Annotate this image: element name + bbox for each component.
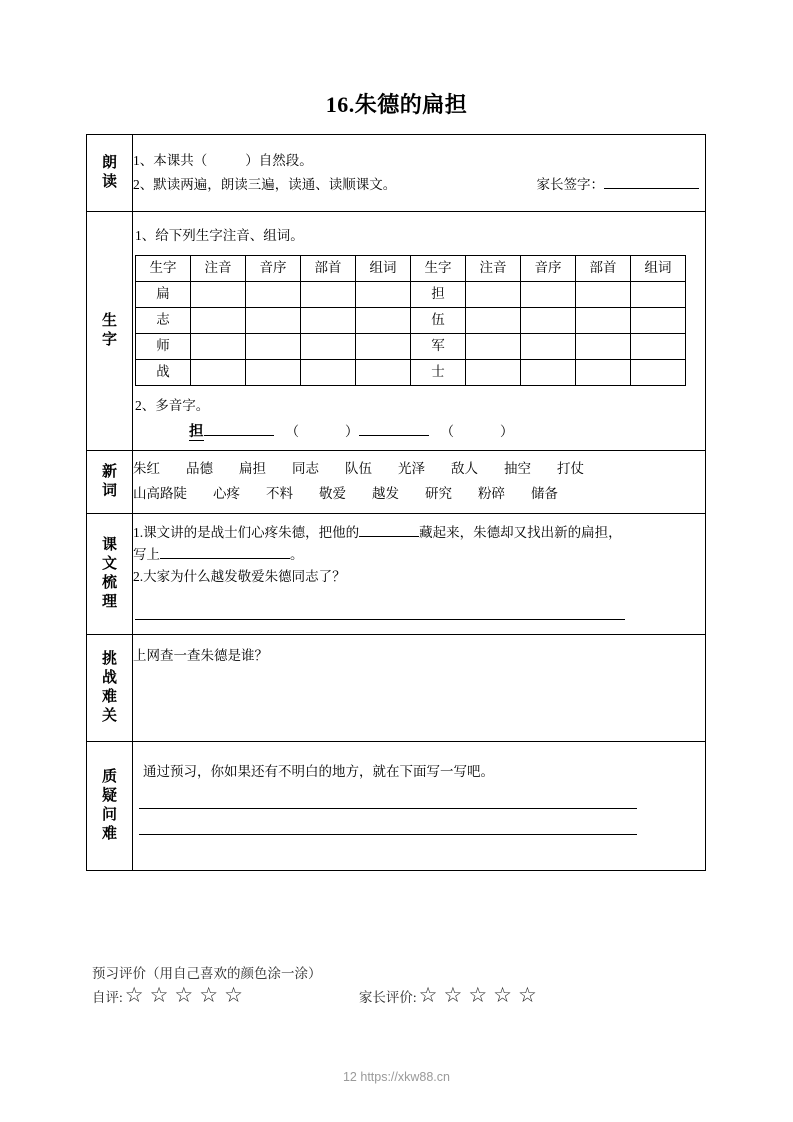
paren-close: ） xyxy=(500,423,514,439)
col-header: 音序 xyxy=(246,255,301,281)
table-row xyxy=(136,307,686,333)
parent-evaluation xyxy=(359,985,543,1006)
parent-signature-blank[interactable] xyxy=(604,175,699,189)
answer-cell[interactable] xyxy=(246,359,301,385)
row-body-newchar xyxy=(133,212,706,451)
answer-cell[interactable] xyxy=(521,281,576,307)
label-char: 读 xyxy=(101,174,117,190)
parent-signature-label: 家长签字： xyxy=(536,176,604,192)
answer-cell[interactable] xyxy=(466,359,521,385)
char-cell: 伍 xyxy=(411,307,466,333)
row-label-outline xyxy=(87,514,133,635)
row-label-challenge xyxy=(87,635,133,742)
new-word: 山高路陡 xyxy=(133,486,187,501)
col-header: 注音 xyxy=(466,255,521,281)
outline-answer-line[interactable] xyxy=(135,618,625,620)
evaluation-title: 预习评价（用自己喜欢的颜色涂一涂） xyxy=(92,966,322,981)
answer-cell[interactable] xyxy=(301,333,356,359)
row-label-reading xyxy=(87,135,133,212)
label-char: 难 xyxy=(101,826,117,843)
self-evaluation-label: 自评: xyxy=(92,989,123,1005)
answer-cell[interactable] xyxy=(466,307,521,333)
star-icon[interactable]: ☆ xyxy=(174,983,194,1007)
answer-cell[interactable] xyxy=(576,359,631,385)
answer-cell[interactable] xyxy=(246,333,301,359)
outline-question-2: 2.大家为什么越发敬爱朱德同志了？ xyxy=(133,568,346,584)
answer-cell[interactable] xyxy=(191,359,246,385)
new-word: 心疼 xyxy=(213,486,240,501)
parent-signature-group xyxy=(537,175,700,196)
parent-evaluation-stars[interactable] xyxy=(419,985,543,1006)
doubt-answer-line-1[interactable] xyxy=(139,807,637,809)
worksheet-table xyxy=(86,134,706,871)
star-icon[interactable]: ☆ xyxy=(493,983,512,1007)
new-word: 同志 xyxy=(292,461,319,477)
answer-cell[interactable] xyxy=(576,307,631,333)
new-word: 队伍 xyxy=(345,461,372,477)
answer-cell[interactable] xyxy=(521,307,576,333)
challenge-question-1: 上网查一查朱德是谁？ xyxy=(133,648,268,663)
row-newwords xyxy=(87,451,706,514)
answer-cell[interactable] xyxy=(246,307,301,333)
row-newchar xyxy=(87,212,706,451)
answer-cell[interactable] xyxy=(631,359,686,385)
evaluation-rows xyxy=(92,985,712,1006)
self-evaluation-stars[interactable] xyxy=(125,985,249,1006)
newchar-header-row xyxy=(136,255,686,281)
new-word: 扁担 xyxy=(239,461,266,477)
table-row xyxy=(136,333,686,359)
new-word: 朱红 xyxy=(133,461,160,477)
outline-q1-part-b: 藏起来，朱德却又找出新的扁担， xyxy=(419,525,622,540)
star-icon[interactable]: ☆ xyxy=(224,983,243,1007)
label-char: 文 xyxy=(101,555,117,572)
col-header: 音序 xyxy=(521,255,576,281)
label-char: 关 xyxy=(101,708,117,725)
answer-cell[interactable] xyxy=(301,281,356,307)
table-row xyxy=(136,359,686,385)
evaluation-block xyxy=(92,962,712,1006)
answer-cell[interactable] xyxy=(356,333,411,359)
new-word: 敬爱 xyxy=(319,486,346,501)
star-icon[interactable]: ☆ xyxy=(517,983,537,1007)
col-header: 部首 xyxy=(301,255,356,281)
label-char: 难 xyxy=(101,689,117,705)
answer-cell[interactable] xyxy=(576,333,631,359)
answer-cell[interactable] xyxy=(521,359,576,385)
answer-cell[interactable] xyxy=(191,281,246,307)
label-char: 课 xyxy=(101,536,117,553)
row-body-outline xyxy=(133,514,706,635)
newchar-grid xyxy=(135,255,686,386)
col-header: 部首 xyxy=(576,255,631,281)
row-body-reading xyxy=(133,135,706,212)
answer-cell[interactable] xyxy=(356,281,411,307)
row-body-doubt xyxy=(133,742,706,871)
star-icon[interactable]: ☆ xyxy=(124,983,144,1007)
outline-q1-part-c: 写上 xyxy=(133,546,160,562)
new-word: 研究 xyxy=(425,486,452,501)
paren-open: （ xyxy=(285,423,299,439)
label-char: 质 xyxy=(101,768,117,785)
row-challenge xyxy=(87,635,706,742)
col-header: 组词 xyxy=(631,255,686,281)
new-word: 光泽 xyxy=(398,461,425,477)
label-char: 理 xyxy=(101,594,117,611)
answer-cell[interactable] xyxy=(466,281,521,307)
row-label-newwords xyxy=(87,451,133,514)
reading-task-1-suffix: ）自然段。 xyxy=(245,152,313,168)
outline-q1-part-d: 。 xyxy=(290,546,304,562)
label-char: 问 xyxy=(101,807,117,823)
row-body-challenge xyxy=(133,635,706,742)
label-char: 梳 xyxy=(101,575,117,591)
outline-question-1 xyxy=(133,523,705,544)
outline-blank-2[interactable] xyxy=(160,545,290,559)
char-cell: 担 xyxy=(411,281,466,307)
parent-evaluation-label: 家长评价: xyxy=(358,989,417,1005)
label-char: 字 xyxy=(101,332,117,348)
row-doubt xyxy=(87,742,706,871)
reading-task-1-prefix: 1、本课共（ xyxy=(133,152,208,168)
star-icon[interactable]: ☆ xyxy=(199,983,219,1007)
answer-cell[interactable] xyxy=(301,359,356,385)
reading-task-2 xyxy=(133,175,705,196)
new-word: 越发 xyxy=(372,486,399,501)
newwords-line-2 xyxy=(133,484,705,505)
star-icon[interactable]: ☆ xyxy=(418,983,438,1007)
answer-cell[interactable] xyxy=(631,333,686,359)
answer-cell[interactable] xyxy=(191,333,246,359)
new-word: 抽空 xyxy=(504,461,531,477)
new-word: 不料 xyxy=(266,486,293,501)
new-word: 敌人 xyxy=(451,461,478,477)
answer-cell[interactable] xyxy=(301,307,356,333)
paren-close: ） xyxy=(345,423,359,439)
answer-cell[interactable] xyxy=(521,333,576,359)
page-footer: 12 https://xkw88.cn xyxy=(342,1070,450,1084)
table-row xyxy=(136,281,686,307)
answer-cell[interactable] xyxy=(576,281,631,307)
answer-cell[interactable] xyxy=(631,281,686,307)
doubt-question-1: 通过预习，你如果还有不明白的地方，就在下面写一写吧。 xyxy=(143,764,494,779)
row-label-doubt xyxy=(87,742,133,871)
star-icon[interactable]: ☆ xyxy=(468,983,488,1007)
char-cell: 士 xyxy=(411,359,466,385)
reading-task-2-text: 2、默读两遍，朗读三遍，读通、读顺课文。 xyxy=(133,176,397,192)
label-char: 新 xyxy=(101,463,117,480)
polyphone-exercise xyxy=(189,421,705,443)
reading-task-1 xyxy=(133,151,705,172)
polyphone-char: 担 xyxy=(189,423,204,440)
answer-cell[interactable] xyxy=(466,333,521,359)
label-char: 挑 xyxy=(101,650,117,667)
page-title: 16.朱德的扁担 xyxy=(325,92,468,117)
col-header: 注音 xyxy=(191,255,246,281)
row-label-newchar xyxy=(87,212,133,451)
label-char: 疑 xyxy=(101,787,117,804)
new-word: 粉碎 xyxy=(478,486,505,501)
char-cell: 战 xyxy=(136,359,191,385)
col-header: 生字 xyxy=(411,255,466,281)
label-char: 朗 xyxy=(101,154,117,171)
row-reading xyxy=(87,135,706,212)
new-word: 品德 xyxy=(186,461,213,477)
newchar-question-2: 2、多音字。 xyxy=(135,397,210,413)
row-outline xyxy=(87,514,706,635)
label-char: 战 xyxy=(101,669,117,686)
row-body-newwords xyxy=(133,451,706,514)
char-cell: 扁 xyxy=(136,281,191,307)
char-cell: 志 xyxy=(136,307,191,333)
outline-q1-part-a: 1.课文讲的是战士们心疼朱德，把他的 xyxy=(133,525,360,540)
paren-open: （ xyxy=(440,423,454,439)
char-cell: 军 xyxy=(411,333,466,359)
polyphone-blank-1[interactable] xyxy=(204,422,274,436)
answer-cell[interactable] xyxy=(356,307,411,333)
newchar-question-1: 1、给下列生字注音、组词。 xyxy=(135,228,304,243)
doubt-answer-line-2[interactable] xyxy=(139,833,637,835)
star-icon[interactable]: ☆ xyxy=(443,983,463,1007)
star-icon[interactable]: ☆ xyxy=(149,983,169,1007)
label-char: 生 xyxy=(101,312,117,329)
new-word: 储备 xyxy=(531,486,558,501)
self-evaluation xyxy=(92,985,249,1006)
new-word: 打仗 xyxy=(557,461,584,477)
col-header: 组词 xyxy=(356,255,411,281)
outline-blank-1[interactable] xyxy=(359,523,419,537)
outline-question-1-cont xyxy=(133,545,705,566)
answer-cell[interactable] xyxy=(246,281,301,307)
answer-cell[interactable] xyxy=(631,307,686,333)
polyphone-blank-2[interactable] xyxy=(359,422,429,436)
char-cell: 师 xyxy=(136,333,191,359)
label-char: 词 xyxy=(101,483,117,499)
col-header: 生字 xyxy=(136,255,191,281)
answer-cell[interactable] xyxy=(191,307,246,333)
newwords-line-1 xyxy=(133,459,705,480)
answer-cell[interactable] xyxy=(356,359,411,385)
